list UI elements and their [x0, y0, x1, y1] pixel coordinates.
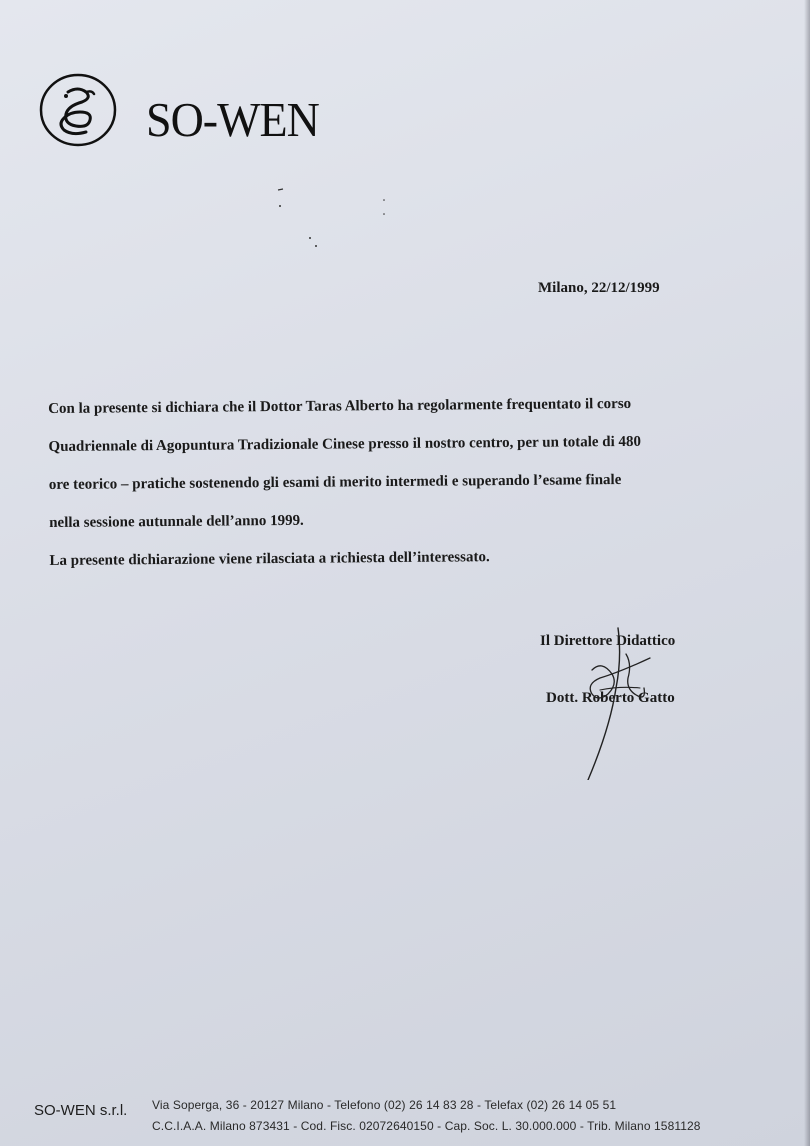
body-line: ore teorico – pratiche sostenendo gli esami di merito intermedi e superando l’esame finale [48, 472, 622, 493]
body-line: nella sessione autunnale dell’anno 1999. [49, 512, 304, 531]
serpent-emblem-icon [38, 72, 118, 148]
body-line: La presente dichiarazione viene rilasciata a richiesta dell’interessato. [49, 549, 490, 569]
body-line: Quadriennale di Agopuntura Tradizionale Cinese presso il nostro centro, per un totale di 480 [48, 433, 642, 455]
footer-address: Via Soperga, 36 - 20127 Milano - Telefono (02) 26 14 83 28 - Telefax (02) 26 14 05 51 [152, 1098, 617, 1112]
signatory-name: Dott. Roberto Gatto [546, 690, 675, 706]
footer-registration: C.C.I.A.A. Milano 873431 - Cod. Fisc. 02072640150 - Cap. Soc. L. 30.000.000 - Trib. Milano 1581128 [152, 1119, 701, 1133]
paper-specks [270, 180, 410, 260]
signatory-title: Il Direttore Didattico [540, 633, 676, 649]
brand-wordmark: SO-WEN [146, 93, 319, 147]
letter-body [48, 384, 750, 580]
footer-company: SO-WEN s.r.l. [34, 1102, 128, 1119]
body-line: Con la presente si dichiara che il Dottor Taras Alberto ha regolarmente frequentato il corso [48, 395, 632, 417]
page-edge-shadow [804, 0, 810, 1146]
letter-date: Milano, 22/12/1999 [538, 280, 660, 296]
handwritten-signature [570, 620, 670, 780]
